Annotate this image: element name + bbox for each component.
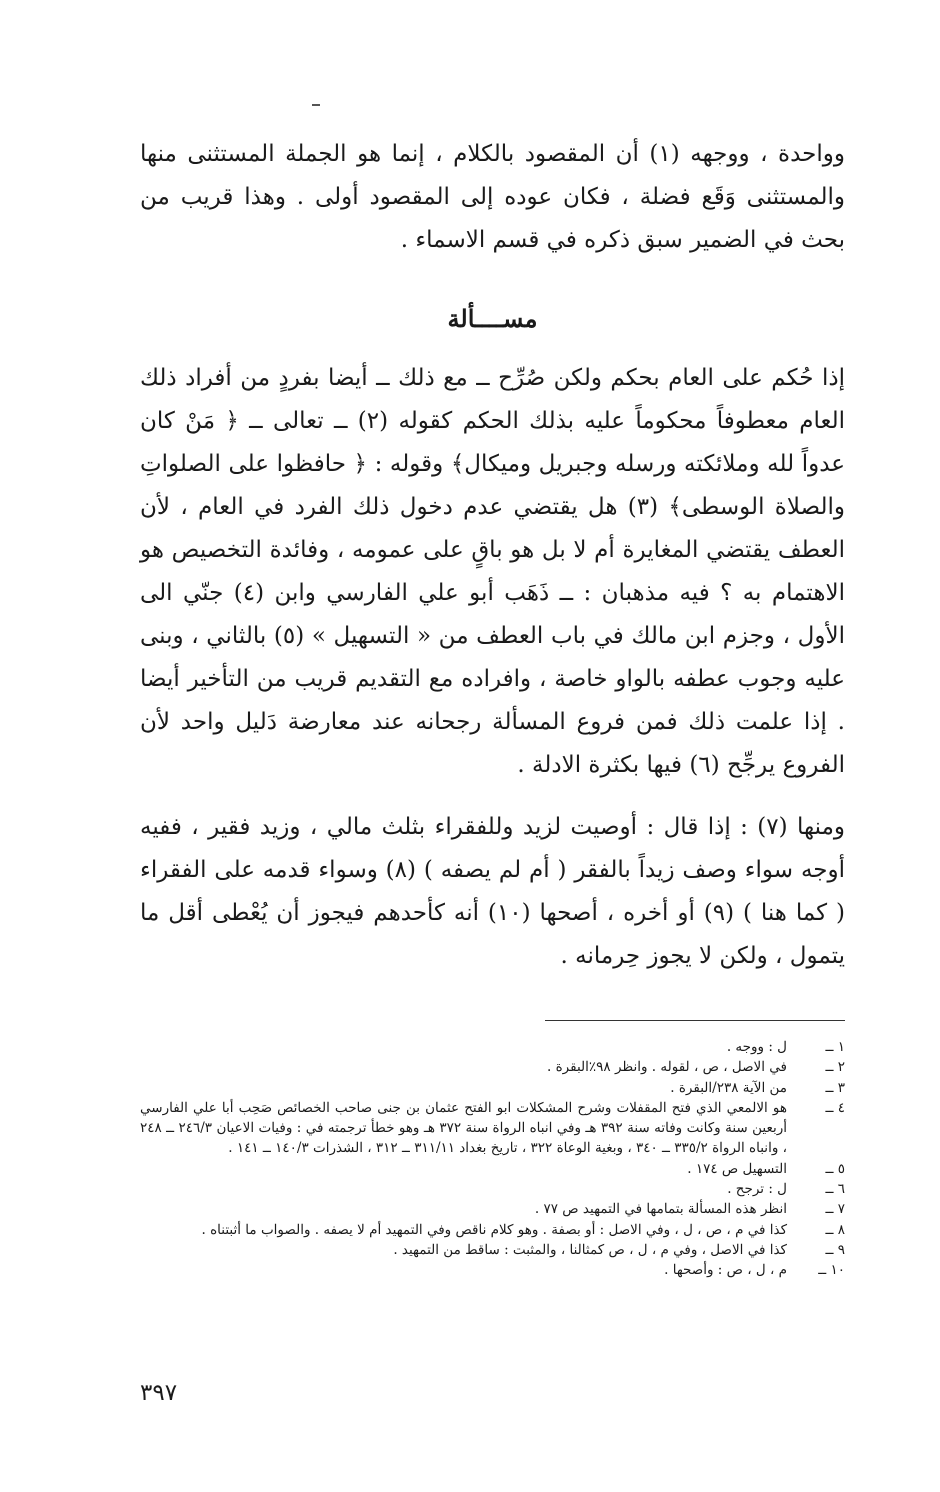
footnote-item (140, 1057, 845, 1077)
footnote-item (140, 1098, 845, 1159)
footnote-number: ٦ ــ (825, 1181, 845, 1198)
footnote-number: ٩ ــ (825, 1241, 845, 1258)
footnote-item (140, 1220, 845, 1240)
footnote-item (140, 1260, 845, 1280)
footnote-divider (545, 1020, 845, 1021)
intro-paragraph: وواحدة ، ووجهه (١) أن المقصود بالكلام ، إنما هو الجملة المستثنى منها والمستثنى وَقَع فضلة ، فكان عوده إلى المقصود أولى . وهذا قريب من بحث في الضمير سبق ذكره في قسم الاسماء . (140, 141, 845, 253)
footnote-text: م ، ل ، ص : وأصحها . (664, 1262, 787, 1279)
footnote-text: كذا في م ، ص ، ل ، وفي الاصل : أو بصفة . وهو كلام ناقص وفي التمهيد أم لا يصفه . والصواب ما أثبتناه . (201, 1221, 787, 1238)
footnote-number: ٨ ــ (825, 1221, 845, 1238)
footnote-item (140, 1199, 845, 1219)
footnote-item (140, 1179, 845, 1199)
footnote-number: ٣ ــ (825, 1079, 845, 1096)
footnote-number: ١ ــ (825, 1039, 845, 1055)
footnote-number: ٢ ــ (825, 1059, 845, 1076)
footnote-number: ٥ ــ (825, 1160, 845, 1177)
body-paragraph: إذا حُكم على العام بحكم ولكن صُرِّح ــ مع ذلك ــ أيضا بفردٍ من أفراد ذلك العام معطوفاً محكوماً عليه بذلك الحكم كقوله (٢) ــ تعالى ــ ﴿ مَنْ كان عدواً لله وملائكته ورسله وجبريل وميكال﴾ وقوله : ﴿ حافظوا على الصلواتِ والصلاة الوسطى﴾ (٣) هل يقتضي عدم دخول ذلك الفرد في العام ، لأن العطف يقتضي المغايرة أم لا بل هو باقٍ على عمومه ، وفائدة التخصيص هو الاهتمام به ؟ فيه مذهبان : ــ ذَهَب أبو علي الفارسي وابن (٤) جنّي الى الأول ، وجزم ابن مالك في باب العطف من « التسهيل » (٥) بالثاني ، وبنى عليه وجوب عطفه بالواو خاصة ، وافراده مع التقديم قريب من التأخير أيضا . إذا علمت ذلك فمن فروع المسألة رجحانه عند معارضة دَليل واحد لأن الفروع يرجِّح (٦) فيها بكثرة الادلة . (140, 365, 845, 778)
footnote-number: ١٠ ــ (818, 1262, 845, 1279)
footnote-text: التسهيل ص ١٧٤ . (687, 1160, 787, 1177)
footnote-text: ل : ووجه . (726, 1039, 787, 1055)
footnote-text: في الاصل ، ص ، لقوله . وانظر ٩٨٪البقرة . (547, 1059, 787, 1076)
section-heading: مســــألة (447, 304, 538, 333)
top-mark (312, 104, 320, 106)
second-paragraph: ومنها (٧) : إذا قال : أوصيت لزيد وللفقراء بثلث مالي ، وزيد فقير ، ففيه أوجه سواء وصف زيداً بالفقر ( أم لم يصفه ) (٨) وسواء قدمه على الفقراء ( كما هنا ) (٩) أو أخره ، أصحها (١٠) أنه كأحدهم فيجوز أن يُعْطى أقل ما يتمول ، ولكن لا يجوز حِرمانه . (140, 814, 845, 969)
footnote-text: ل : ترجح . (727, 1181, 787, 1198)
footnotes-list (140, 1037, 845, 1281)
footnote-item (140, 1078, 845, 1098)
footnote-text: انظر هذه المسألة بتمامها في التمهيد ص ٧٧ . (534, 1201, 787, 1218)
page-number: ٣٩٧ (140, 1380, 178, 1406)
footnote-text: كذا في الاصل ، وفي م ، ل ، ص كمثالنا ، والمثبت : ساقط من التمهيد . (393, 1241, 787, 1258)
footnote-text: من الآية ٢٣٨/البقرة . (670, 1079, 787, 1096)
footnote-item (140, 1159, 845, 1179)
footnote-item (140, 1037, 845, 1057)
footnote-number: ٤ ــ (825, 1099, 845, 1116)
footnote-number: ٧ ــ (825, 1201, 845, 1218)
footnote-item (140, 1240, 845, 1260)
footnote-text: هو الالمعي الذي فتح المقفلات وشرح المشكلات ابو الفتح عثمان بن جنى صاحب الخصائص صَحِب أبا علي الفارسي أربعين سنة وكانت وفاته سنة ٣٩٢ هـ وفي انباه الرواة سنة ٣٧٢ هـ وهو خطأ ترجمته في : وفيات الاعيان ٢٤٦/٣ ــ ٢٤٨ ، وانباه الرواة ٣٣٥/٢ ــ ٣٤٠ ، وبغية الوعاة ٣٢٢ ، تاريخ بغداد ٣١١/١١ ــ ٣١٢ ، الشذرات ١٤٠/٣ ــ ١٤١ . (140, 1099, 787, 1157)
